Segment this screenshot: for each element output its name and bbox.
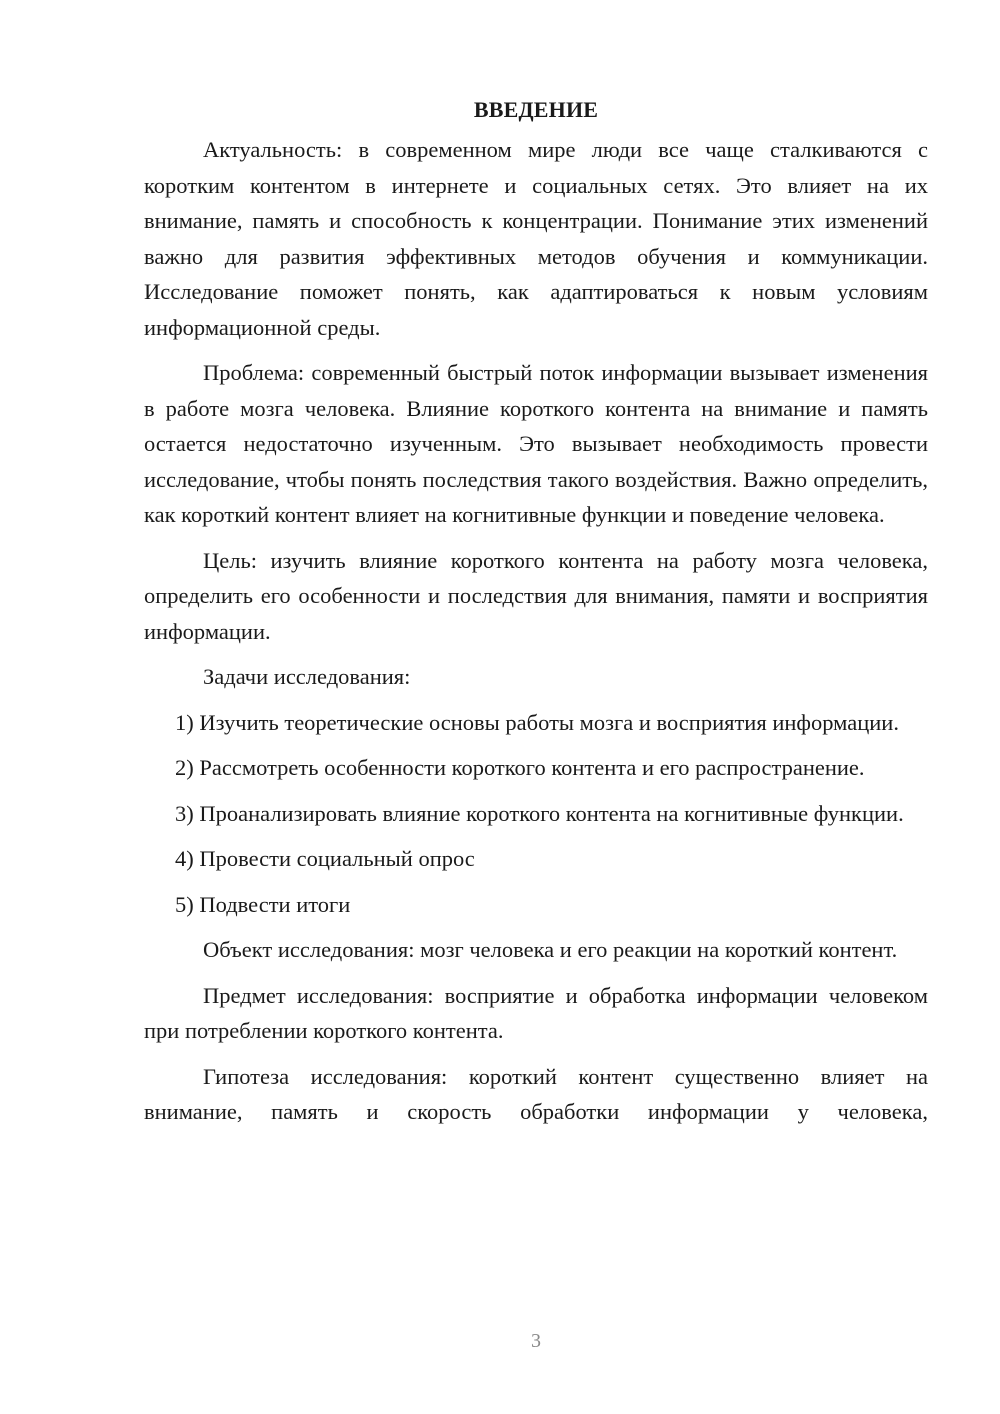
task-item-4: 4) Провести социальный опрос (175, 846, 475, 871)
page-number: 3 (531, 1330, 541, 1352)
goal-paragraph: Цель: изучить влияние короткого контента на работу мозга человека, определить его особенности и последствия для внимания, памяти и восприятия информации. (144, 547, 928, 644)
object-paragraph: Объект исследования: мозг человека и его реакции на короткий контент. (203, 937, 898, 962)
problem-paragraph: Проблема: современный быстрый поток информации вызывает изменения в работе мозга человека. Влияние короткого контента на внимание и память остается недостаточно изученным. Это вызывает необходимость провести исследование, чтобы понять последствия такого воздействия. Важно определить, как короткий контент влияет на когнитивные функции и поведение человека. (144, 360, 928, 527)
section-heading: ВВЕДЕНИЕ (473, 97, 599, 122)
task-item-3: 3) Проанализировать влияние короткого контента на когнитивные функции. (175, 800, 904, 826)
tasks-heading: Задачи исследования: (203, 664, 411, 689)
relevance-paragraph: Актуальность: в современном мире люди все чаще сталкиваются с коротким контентом в интернете и социальных сетях. Это влияет на их внимание, память и способность к концентрации. Понимание этих изменений важно для развития эффективных методов обучения и коммуникации. Исследование поможет понять, как адаптироваться к новым условиям информационной среды. (144, 137, 928, 340)
task-item-5: 5) Подвести итоги (175, 891, 351, 917)
task-item-1: 1) Изучить теоретические основы работы мозга и восприятия информации. (175, 709, 899, 735)
task-item-2: 2) Рассмотреть особенности короткого контента и его распространение. (175, 755, 865, 780)
subject-paragraph: Предмет исследования: восприятие и обработка информации человеком при потреблении короткого контента. (144, 982, 928, 1043)
document-page (144, 92, 928, 1130)
hypothesis-paragraph: Гипотеза исследования: короткий контент существенно влияет на внимание, память и скорость обработки информации у человека, (144, 1063, 928, 1124)
